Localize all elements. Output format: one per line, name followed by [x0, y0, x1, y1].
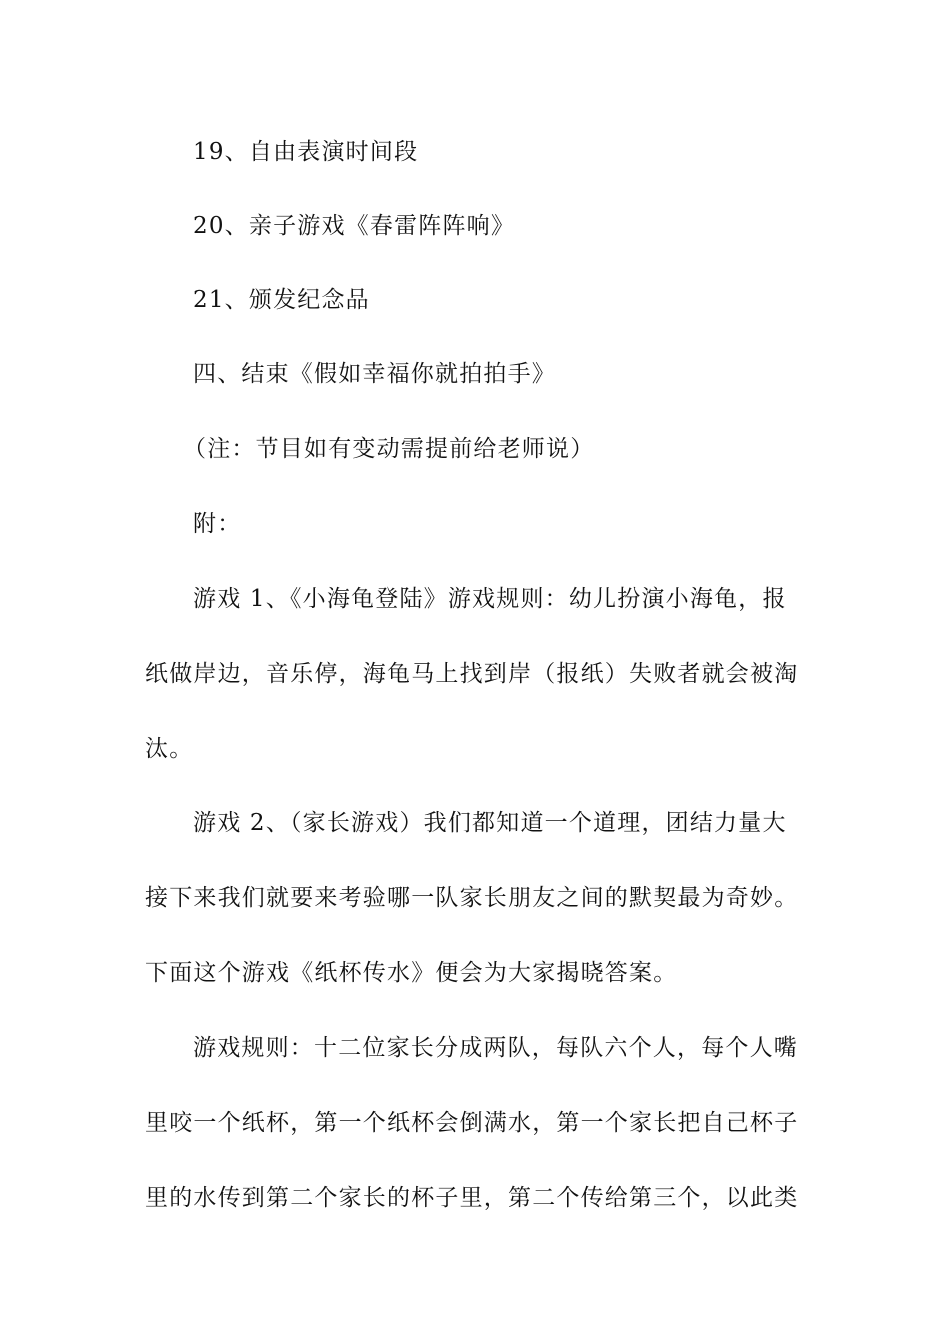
- game-rules-line-1: 游戏规则：十二位家长分成两队，每队六个人，每个人嘴: [193, 1035, 798, 1061]
- program-item-21: 21、颁发纪念品: [193, 287, 370, 313]
- game-2-paragraph-line-3: 下面这个游戏《纸杯传水》便会为大家揭晓答案。: [145, 960, 678, 986]
- game-1-paragraph-line-2: 纸做岸边，音乐停，海龟马上找到岸（报纸）失败者就会被淘: [145, 661, 799, 687]
- game-2-paragraph-line-1: 游戏 2、（家长游戏）我们都知道一个道理，团结力量大: [193, 810, 787, 836]
- appendix-heading: 附：: [193, 511, 242, 537]
- game-1-paragraph-line-1: 游戏 1、《小海龟登陆》游戏规则：幼儿扮演小海龟，报: [193, 586, 787, 612]
- program-item-20: 20、亲子游戏《春雷阵阵响》: [193, 213, 516, 239]
- game-rules-line-2: 里咬一个纸杯，第一个纸杯会倒满水，第一个家长把自己杯子: [145, 1110, 799, 1136]
- game-1-paragraph-line-3: 汰。: [145, 736, 194, 762]
- game-2-paragraph-line-2: 接下来我们就要来考验哪一队家长朋友之间的默契最为奇妙。: [145, 885, 799, 911]
- program-item-19: 19、自由表演时间段: [193, 139, 419, 165]
- note-text: （注：节目如有变动需提前给老师说）: [183, 436, 595, 462]
- section-ending: 四、结束《假如幸福你就拍拍手》: [193, 361, 556, 387]
- game-rules-line-3: 里的水传到第二个家长的杯子里，第二个传给第三个，以此类: [145, 1185, 799, 1211]
